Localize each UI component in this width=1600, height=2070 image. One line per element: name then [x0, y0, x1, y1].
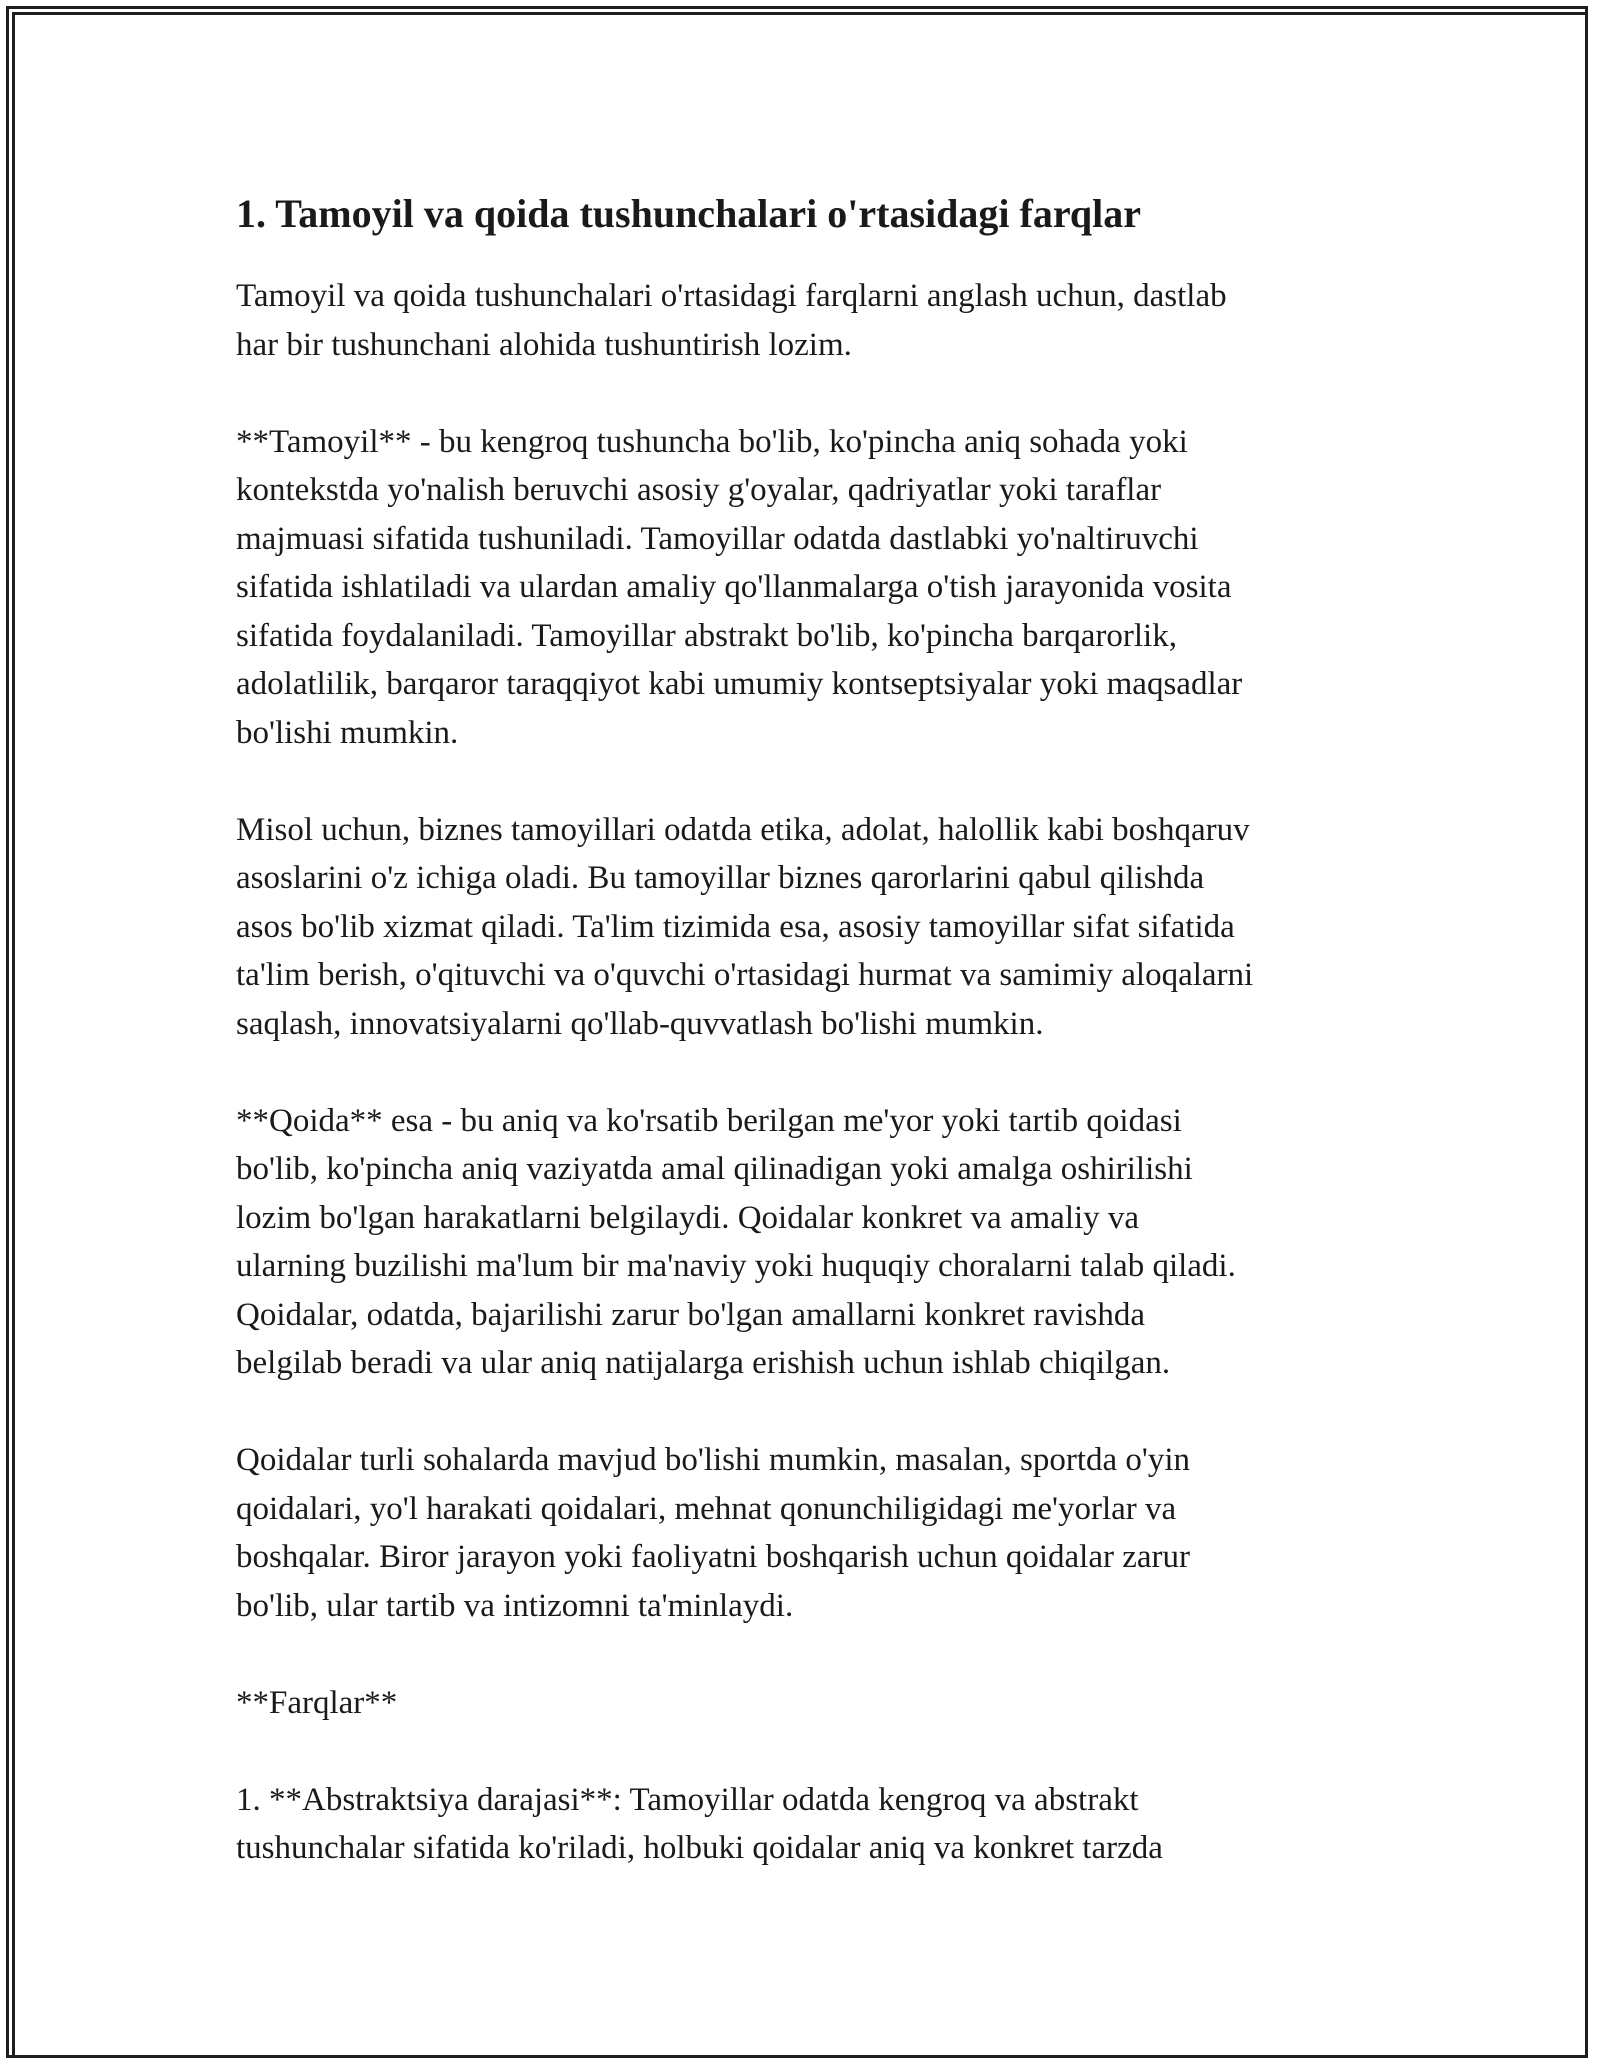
text-line: kontekstda yo'nalish beruvchi asosiy g'oyalar, qadriyatlar yoki taraflar [236, 472, 1162, 508]
text-line: saqlash, innovatsiyalarni qo'llab-quvvatlash bo'lishi mumkin. [236, 1005, 1044, 1042]
text-line: asos bo'lib xizmat qiladi. Ta'lim tizimida esa, asosiy tamoyillar sifat sifatida [236, 908, 1235, 945]
text-line: bo'lib, ko'pincha aniq vaziyatda amal qilinadigan yoki amalga oshirilishi [236, 1151, 1193, 1187]
text-line: 1. **Abstraktsiya darajasi**: Tamoyillar odatda kengroq va abstrakt [236, 1781, 1139, 1818]
text-line: Misol uchun, biznes tamoyillari odatda etika, adolat, halollik kabi boshqaruv [236, 811, 1250, 848]
text-line: Qoidalar turli sohalarda mavjud bo'lishi mumkin, masalan, sportda o'yin [236, 1442, 1191, 1478]
text-line: Tamoyil va qoida tushunchalari o'rtasidagi farqlarni anglash uchun, dastlab [236, 278, 1227, 314]
text-line: adolatlilik, barqaror taraqqiyot kabi umumiy kontseptsiyalar yoki maqsadlar [236, 666, 1243, 702]
paragraph-qoida-example [236, 1436, 1376, 1630]
text-line: tushunchalar sifatida ko'riladi, holbuki qoidalar aniq va konkret tarzda [236, 1830, 1163, 1866]
text-line: lozim bo'lgan harakatlarni belgilaydi. Qoidalar konkret va amaliy va [236, 1199, 1140, 1236]
text-line: **Tamoyil** - bu kengroq tushuncha bo'lib, ko'pincha aniq sohada yoki [236, 423, 1188, 460]
paragraph-farqlar-heading [236, 1679, 1376, 1728]
text-line: boshqalar. Biror jarayon yoki faoliyatni boshqarish uchun qoidalar zarur [236, 1539, 1190, 1575]
paragraph-tamoyil-example [236, 806, 1376, 1049]
text-line: ta'lim berish, o'qituvchi va o'quvchi o'rtasidagi hurmat va samimiy aloqalarni [236, 957, 1254, 993]
paragraph-intro [236, 272, 1376, 369]
text-line: asoslarini o'z ichiga oladi. Bu tamoyillar biznes qarorlarini qabul qilishda [236, 860, 1205, 896]
text-line: bo'lishi mumkin. [236, 714, 459, 751]
text-line: har bir tushunchani alohida tushuntirish lozim. [236, 326, 852, 363]
text-line: qoidalari, yo'l harakati qoidalari, mehnat qonunchiligidagi me'yorlar va [236, 1490, 1177, 1527]
text-line: belgilab beradi va ular aniq natijalarga erishish uchun ishlab chiqilgan. [236, 1345, 1171, 1381]
paragraph-list-item-1 [236, 1776, 1376, 1873]
text-line: sifatida ishlatiladi va ulardan amaliy qo'llanmalarga o'tish jarayonida vosita [236, 569, 1232, 605]
text-line: **Qoida** esa - bu aniq va ko'rsatib berilgan me'yor yoki tartib qoidasi [236, 1102, 1182, 1139]
document-body [236, 182, 1376, 1921]
text-line: Qoidalar, odatda, bajarilishi zarur bo'lgan amallarni konkret ravishda [236, 1296, 1146, 1333]
text-line: **Farqlar** [236, 1684, 398, 1721]
text-line: sifatida foydalaniladi. Tamoyillar abstrakt bo'lib, ko'pincha barqarorlik, [236, 617, 1177, 654]
paragraph-qoida-definition [236, 1097, 1376, 1388]
text-line: majmuasi sifatida tushuniladi. Tamoyillar odatda dastlabki yo'naltiruvchi [236, 520, 1199, 557]
text-line: ularning buzilishi ma'lum bir ma'naviy yoki huquqiy choralarni talab qiladi. [236, 1248, 1236, 1284]
paragraph-tamoyil-definition [236, 418, 1376, 758]
text-line: bo'lib, ular tartib va intizomni ta'minlaydi. [236, 1587, 794, 1624]
section-heading: 1. Tamoyil va qoida tushunchalari o'rtasidagi farqlar [236, 191, 1141, 236]
